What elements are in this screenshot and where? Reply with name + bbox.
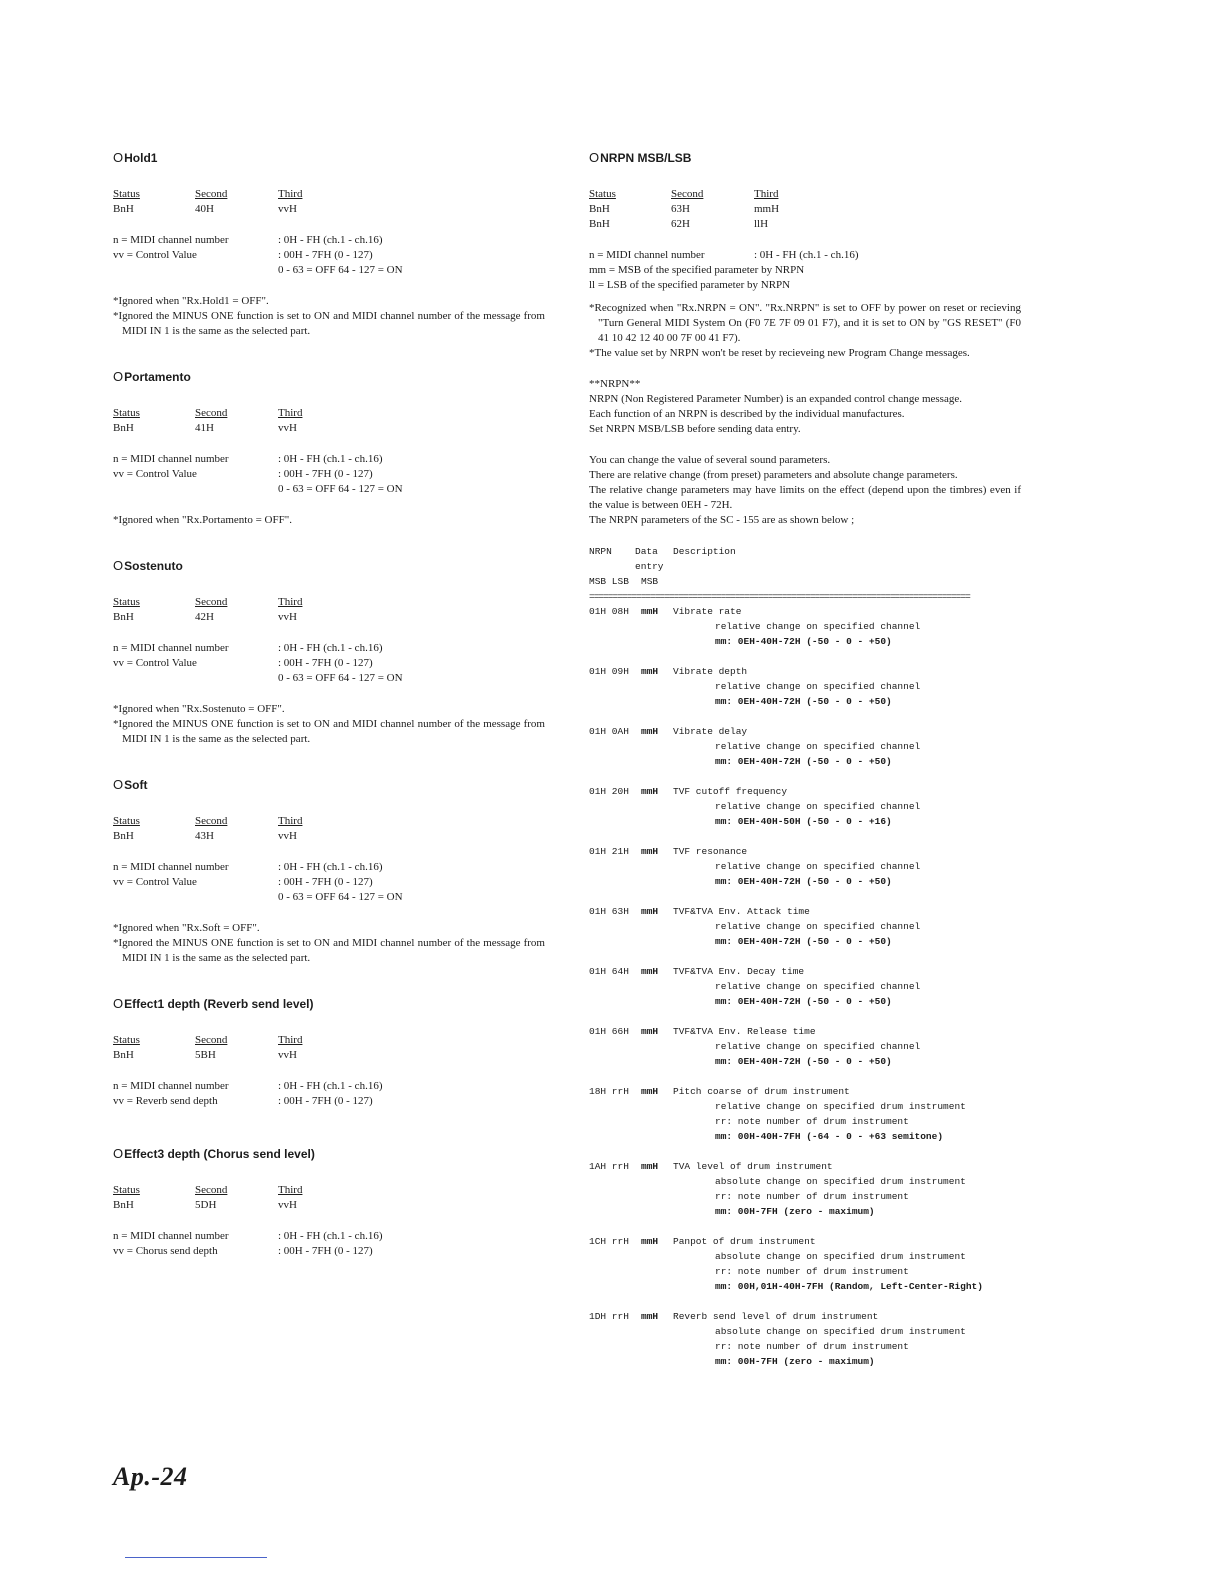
note: *Ignored the MINUS ONE function is set to ON and MIDI channel number of the message from MIDI IN 1 is the same as the selected part. (113, 310, 545, 337)
parameter-name: TVF cutoff frequency (673, 786, 788, 797)
nrpn-table-header (589, 544, 1021, 589)
table-header (113, 595, 545, 610)
nrpn-entry (589, 844, 1021, 889)
section-title: OSoft (113, 777, 148, 792)
param-row: n = MIDI channel number : 0H - FH (ch.1 - ch.16) (113, 453, 383, 465)
parameter-name: TVF resonance (673, 846, 748, 857)
section-title: OEffect3 depth (Chorus send level) (113, 1146, 315, 1161)
data-entry: mmH (641, 666, 659, 677)
section-title: OHold1 (113, 150, 158, 165)
parameter-name: Pitch coarse of drum instrument (673, 1086, 850, 1097)
param-row: n = MIDI channel number : 0H - FH (ch.1 - ch.16) (113, 861, 383, 873)
section-effect1-depth (113, 996, 545, 1109)
definition-line: ll = LSB of the specified parameter by NRPN (589, 279, 791, 291)
param-row: vv = Reverb send depth : 00H - 7FH (0 - 127) (113, 1095, 373, 1107)
parameter-detail: relative change on specified channel (715, 981, 921, 992)
nrpn-entry (589, 1309, 1021, 1369)
param-row: vv = Control Value : 00H - 7FH (0 - 127) (113, 468, 373, 480)
third-header: Third (278, 815, 303, 827)
parameter-name: TVF&TVA Env. Decay time (673, 966, 805, 977)
table-separator: ================================================================================= (589, 591, 970, 602)
note: *Ignored the MINUS ONE function is set to ON and MIDI channel number of the message from MIDI IN 1 is the same as the selected part. (113, 937, 545, 964)
parameter-detail: relative change on specified channel (715, 741, 921, 752)
footer-line (125, 1557, 267, 1558)
parameter-detail: relative change on specified channel (715, 921, 921, 932)
nrpn-entry (589, 604, 1021, 649)
parameter-detail: relative change on specified drum instrument (715, 1101, 966, 1112)
param-row: 0 - 63 = OFF 64 - 127 = ON (278, 264, 403, 276)
section-effect3-depth (113, 1146, 545, 1259)
status-header: Status (113, 596, 140, 608)
third-header: Third (278, 407, 303, 419)
data-entry: mmH (641, 846, 659, 857)
table-header (113, 1183, 545, 1198)
section-title: OPortamento (113, 369, 191, 384)
data-entry: mmH (641, 606, 659, 617)
nrpn-entry (589, 1234, 1021, 1294)
param-row: n = MIDI channel number : 0H - FH (ch.1 - ch.16) (113, 1080, 383, 1092)
parameter-range: mm: 0EH-40H-72H (-50 - 0 - +50) (715, 876, 892, 887)
nrpn-entry (589, 904, 1021, 949)
page-number: Ap.-24 (113, 1462, 188, 1491)
nrpn-table (589, 544, 1021, 1369)
section-soft (113, 777, 545, 966)
table-row: BnH 5DH vvH (113, 1199, 297, 1211)
nrpn-col-header: NRPN (589, 546, 612, 557)
nrpn-number: 01H 20H (589, 786, 629, 797)
entry-col-header: entry (635, 561, 664, 572)
param-row: 0 - 63 = OFF 64 - 127 = ON (278, 891, 403, 903)
nrpn-number: 01H 0AH (589, 726, 629, 737)
nrpn-entry (589, 724, 1021, 769)
parameter-range: mm: 0EH-40H-72H (-50 - 0 - +50) (715, 1056, 892, 1067)
data-entry: mmH (641, 1311, 659, 1322)
parameter-name: TVF&TVA Env. Attack time (673, 906, 810, 917)
nrpn-entry (589, 784, 1021, 829)
nrpn-number: 01H 63H (589, 906, 629, 917)
parameter-name: TVA level of drum instrument (673, 1161, 833, 1172)
data-entry: mmH (641, 1161, 659, 1172)
parameter-detail: rr: note number of drum instrument (715, 1341, 909, 1352)
parameter-name: TVF&TVA Env. Release time (673, 1026, 816, 1037)
third-header: Third (754, 188, 779, 200)
second-header: Second (195, 188, 228, 200)
parameter-detail: relative change on specified channel (715, 681, 921, 692)
param-row: n = MIDI channel number : 0H - FH (ch.1 - ch.16) (113, 234, 383, 246)
table-header (589, 187, 1021, 202)
data-entry: mmH (641, 906, 659, 917)
param-row: vv = Control Value : 00H - 7FH (0 - 127) (113, 657, 373, 669)
parameter-name: Vibrate rate (673, 606, 742, 617)
param-row: n = MIDI channel number : 0H - FH (ch.1 - ch.16) (113, 1230, 383, 1242)
change-text: The relative change parameters may have limits on the effect (depend upon the timbres) even if the value is between 0EH - 72H. (589, 484, 1021, 511)
section-nrpn (589, 150, 1021, 1369)
status-header: Status (113, 815, 140, 827)
section-hold1 (113, 150, 545, 339)
data-entry: mmH (641, 1236, 659, 1247)
data-entry: mmH (641, 1026, 659, 1037)
data-col-header: Data (635, 546, 658, 557)
parameter-name: Vibrate depth (673, 666, 748, 677)
table-row: BnH 42H vvH (113, 611, 297, 623)
parameter-detail: rr: note number of drum instrument (715, 1191, 909, 1202)
table-row: BnH 62H llH (589, 218, 769, 230)
nrpn-number: 01H 66H (589, 1026, 629, 1037)
parameter-name: Vibrate delay (673, 726, 748, 737)
table-row: BnH 41H vvH (113, 422, 297, 434)
definition-line: mm = MSB of the specified parameter by NRPN (589, 264, 805, 276)
nrpn-about-text: Each function of an NRPN is described by the individual manufactures. (589, 408, 905, 420)
nrpn-number: 1AH rrH (589, 1161, 629, 1172)
note: *Ignored when "Rx.Portamento = OFF". (113, 514, 292, 526)
description-col-header: Description (673, 546, 736, 557)
parameter-range: mm: 0EH-40H-72H (-50 - 0 - +50) (715, 696, 892, 707)
param-row: n = MIDI channel number : 0H - FH (ch.1 - ch.16) (113, 642, 383, 654)
nrpn-about-text: NRPN (Non Registered Parameter Number) is an expanded control change message. (589, 393, 962, 405)
parameter-detail: absolute change on specified drum instrument (715, 1326, 966, 1337)
left-column (113, 150, 545, 1259)
parameter-detail: absolute change on specified drum instrument (715, 1251, 966, 1262)
change-text: There are relative change (from preset) parameters and absolute change parameters. (589, 469, 958, 481)
section-portamento (113, 369, 545, 528)
table-header (113, 814, 545, 829)
note: *Ignored the MINUS ONE function is set to ON and MIDI channel number of the message from MIDI IN 1 is the same as the selected part. (113, 718, 545, 745)
nrpn-entry (589, 1024, 1021, 1069)
third-header: Third (278, 1034, 303, 1046)
param-row: 0 - 63 = OFF 64 - 127 = ON (278, 483, 403, 495)
second-header: Second (195, 815, 228, 827)
second-header: Second (195, 596, 228, 608)
param-row: vv = Control Value : 00H - 7FH (0 - 127) (113, 876, 373, 888)
nrpn-about-heading: **NRPN** (589, 378, 641, 390)
param-row: 0 - 63 = OFF 64 - 127 = ON (278, 672, 403, 684)
change-text: The NRPN parameters of the SC - 155 are as shown below ; (589, 514, 855, 526)
nrpn-number: 01H 64H (589, 966, 629, 977)
parameter-range: mm: 00H-7FH (zero - maximum) (715, 1356, 875, 1367)
section-title: ONRPN MSB/LSB (589, 150, 692, 165)
msb-lsb-col-header: MSB LSB (589, 576, 629, 587)
second-header: Second (195, 1184, 228, 1196)
note: *Ignored when "Rx.Hold1 = OFF". (113, 295, 269, 307)
nrpn-number: 18H rrH (589, 1086, 629, 1097)
table-row: BnH 40H vvH (113, 203, 297, 215)
param-row: vv = Chorus send depth : 00H - 7FH (0 - 127) (113, 1245, 373, 1257)
change-text: You can change the value of several sound parameters. (589, 454, 831, 466)
parameter-range: mm: 0EH-40H-72H (-50 - 0 - +50) (715, 936, 892, 947)
parameter-detail: relative change on specified channel (715, 861, 921, 872)
data-entry: mmH (641, 786, 659, 797)
third-header: Third (278, 1184, 303, 1196)
nrpn-number: 01H 08H (589, 606, 629, 617)
parameter-range: mm: 00H-7FH (zero - maximum) (715, 1206, 875, 1217)
table-row: BnH 63H mmH (589, 203, 780, 215)
section-sostenuto (113, 558, 545, 747)
data-entry: mmH (641, 726, 659, 737)
table-header (113, 406, 545, 421)
section-title: OSostenuto (113, 558, 183, 573)
status-header: Status (113, 1034, 140, 1046)
table-header (113, 187, 545, 202)
second-header: Second (195, 1034, 228, 1046)
nrpn-entry (589, 1084, 1021, 1144)
status-header: Status (113, 407, 140, 419)
right-column (589, 150, 1021, 1384)
note: *Ignored when "Rx.Soft = OFF". (113, 922, 260, 934)
status-header: Status (589, 188, 616, 200)
nrpn-number: 01H 21H (589, 846, 629, 857)
parameter-range: mm: 00H-40H-7FH (-64 - 0 - +63 semitone) (715, 1131, 944, 1142)
second-header: Second (671, 188, 704, 200)
table-header (113, 1033, 545, 1048)
parameter-detail: rr: note number of drum instrument (715, 1116, 909, 1127)
second-header: Second (195, 407, 228, 419)
parameter-name: Panpot of drum instrument (673, 1236, 816, 1247)
parameter-range: mm: 0EH-40H-72H (-50 - 0 - +50) (715, 996, 892, 1007)
note: *Ignored when "Rx.Sostenuto = OFF". (113, 703, 285, 715)
table-row: BnH 5BH vvH (113, 1049, 297, 1061)
param-row: vv = Control Value : 00H - 7FH (0 - 127) (113, 249, 373, 261)
msb-col-header: MSB (641, 576, 659, 587)
third-header: Third (278, 596, 303, 608)
parameter-detail: rr: note number of drum instrument (715, 1266, 909, 1277)
note: *The value set by NRPN won't be reset by recieveing new Program Change messages. (589, 347, 970, 359)
status-header: Status (113, 1184, 140, 1196)
parameter-range: mm: 0EH-40H-72H (-50 - 0 - +50) (715, 636, 892, 647)
nrpn-number: 01H 09H (589, 666, 629, 677)
parameter-name: Reverb send level of drum instrument (673, 1311, 879, 1322)
nrpn-entry (589, 964, 1021, 1009)
nrpn-number: 1DH rrH (589, 1311, 629, 1322)
parameter-range: mm: 0EH-40H-50H (-50 - 0 - +16) (715, 816, 892, 827)
parameter-detail: relative change on specified channel (715, 621, 921, 632)
third-header: Third (278, 188, 303, 200)
parameter-range: mm: 00H,01H-40H-7FH (Random, Left-Center-Right) (715, 1281, 983, 1292)
nrpn-entries (589, 604, 1021, 1369)
parameter-detail: relative change on specified channel (715, 801, 921, 812)
param-row: n = MIDI channel number : 0H - FH (ch.1 - ch.16) (589, 249, 859, 261)
parameter-detail: absolute change on specified drum instrument (715, 1176, 966, 1187)
parameter-detail: relative change on specified channel (715, 1041, 921, 1052)
table-row: BnH 43H vvH (113, 830, 297, 842)
nrpn-about-text: Set NRPN MSB/LSB before sending data entry. (589, 423, 801, 435)
section-title: OEffect1 depth (Reverb send level) (113, 996, 314, 1011)
nrpn-entry (589, 1159, 1021, 1219)
data-entry: mmH (641, 1086, 659, 1097)
parameter-range: mm: 0EH-40H-72H (-50 - 0 - +50) (715, 756, 892, 767)
nrpn-entry (589, 664, 1021, 709)
note: *Recognized when "Rx.NRPN = ON". "Rx.NRPN" is set to OFF by power on reset or recieving "Turn General MIDI System On (F0 7E 7F 09 01 F7), and it is set to ON by "GS RESET" (F0 41 10 42 12 40 00 7F 00 41 F7). (589, 302, 1021, 344)
data-entry: mmH (641, 966, 659, 977)
nrpn-number: 1CH rrH (589, 1236, 629, 1247)
status-header: Status (113, 188, 140, 200)
